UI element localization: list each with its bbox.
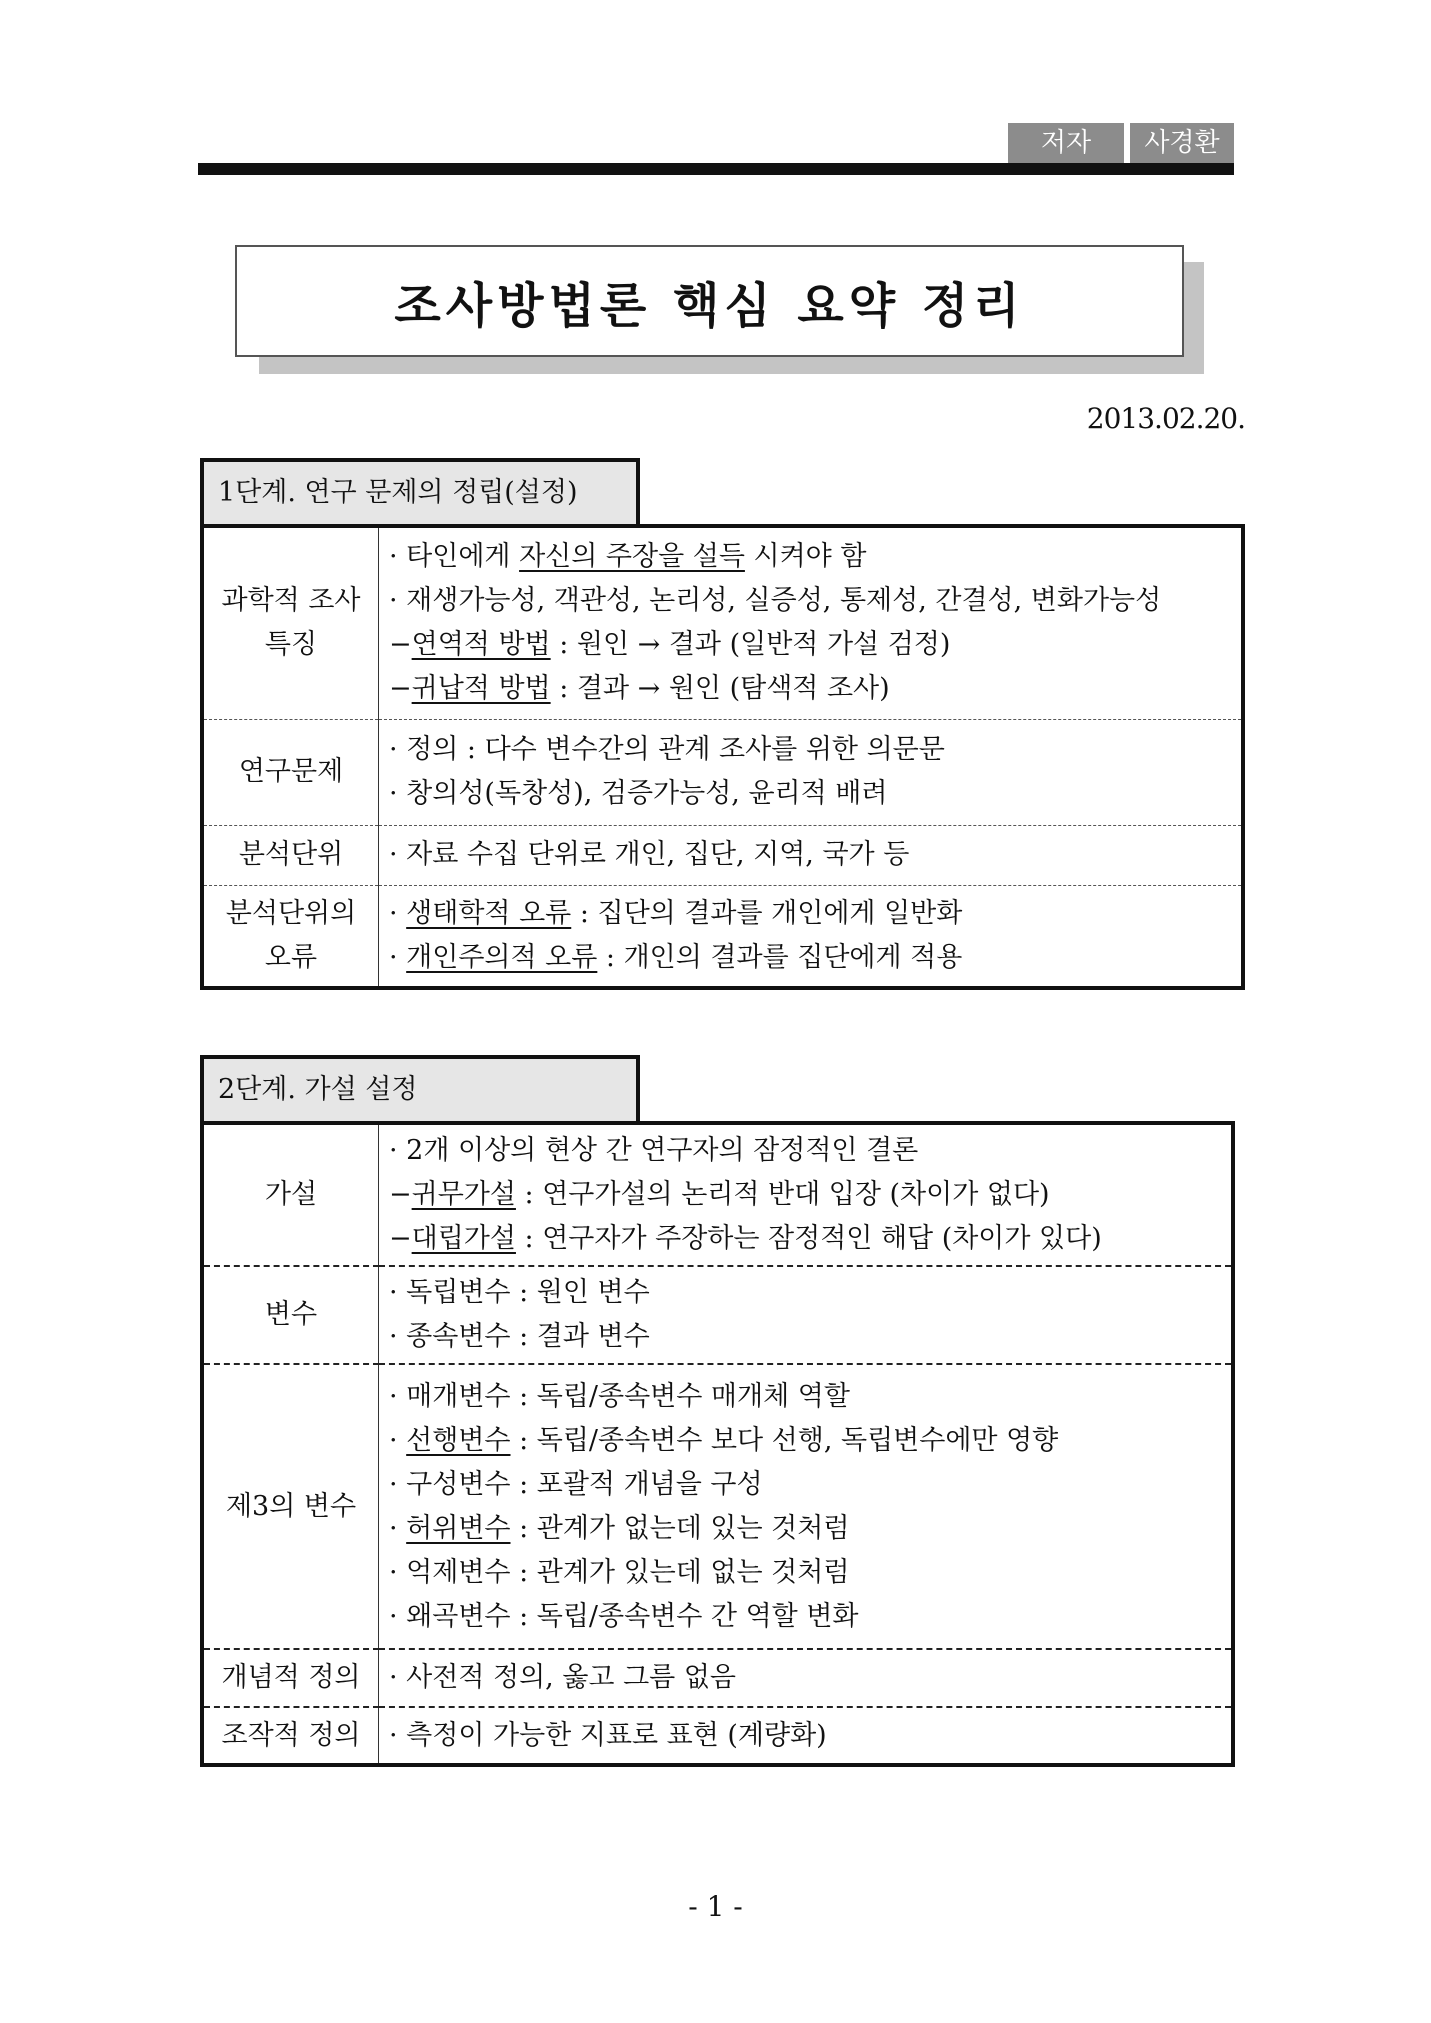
header-rule	[198, 163, 1234, 175]
content-line	[389, 936, 1241, 980]
underlined-text: 생태학적 오류	[406, 897, 572, 929]
document-date: 2013.02.20.	[1086, 402, 1245, 435]
table-row	[202, 526, 1243, 719]
content-line	[389, 772, 1241, 816]
table-row	[202, 1707, 1233, 1765]
row-content	[379, 1707, 1234, 1765]
text: · 자료 수집 단위로 개인, 집단, 지역, 국가 등	[389, 839, 910, 870]
text: : 개인의 결과를 집단에게 적용	[597, 941, 963, 973]
table-row	[202, 1364, 1233, 1649]
content-line	[389, 579, 1241, 623]
text: · 2개 이상의 현상 간 연구자의 잠정적인 결론	[389, 1135, 919, 1166]
text: −	[389, 673, 412, 705]
stage1-heading: 1단계. 연구 문제의 정립(설정)	[200, 458, 640, 524]
text: ·	[389, 897, 407, 929]
text: : 연구자가 주장하는 잠정적인 해답 (차이가 있다)	[515, 1223, 1102, 1254]
table-row	[202, 719, 1243, 825]
row-label: 연구문제	[202, 719, 379, 825]
text: · 종속변수 : 결과 변수	[389, 1321, 650, 1352]
label-line: 분석단위의	[225, 897, 357, 929]
row-content	[379, 526, 1244, 719]
row-label: 변수	[202, 1266, 379, 1364]
document-title: 조사방법론 핵심 요약 정리	[235, 245, 1184, 357]
text: ·	[389, 1512, 407, 1544]
row-label	[202, 885, 379, 988]
underlined-text: 대립가설	[411, 1223, 516, 1254]
row-content	[379, 1364, 1234, 1649]
text: · 재생가능성, 객관성, 논리성, 실증성, 통제성, 간결성, 변화가능성	[389, 585, 1162, 617]
row-content	[379, 1123, 1234, 1266]
content-line	[389, 667, 1241, 711]
text: : 관계가 없는데 있는 것처럼	[510, 1512, 850, 1544]
row-content	[379, 1649, 1234, 1707]
text: ·	[389, 1424, 407, 1456]
content-line	[389, 1595, 1231, 1639]
table-row	[202, 1266, 1233, 1364]
text: : 원인 → 결과 (일반적 가설 검정)	[550, 629, 951, 661]
label-line: 오류	[264, 941, 318, 973]
text: · 창의성(독창성), 검증가능성, 윤리적 배려	[389, 778, 888, 809]
row-label: 분석단위	[202, 825, 379, 885]
text: −	[389, 629, 412, 661]
text: · 구성변수 : 포괄적 개념을 구성	[389, 1468, 763, 1500]
underlined-text: 자신의 주장을 설득	[519, 541, 745, 573]
content-line	[389, 1714, 1231, 1758]
stage1-table	[200, 524, 1245, 990]
text: : 결과 → 원인 (탐색적 조사)	[550, 673, 890, 705]
page-number: - 1 -	[688, 1890, 743, 1923]
content-line	[389, 1463, 1231, 1507]
text: · 사전적 정의, 옳고 그름 없음	[389, 1662, 736, 1693]
content-line	[389, 1656, 1231, 1700]
content-line	[389, 1375, 1231, 1419]
content-line	[389, 1173, 1231, 1217]
content-line	[389, 1217, 1231, 1261]
text: : 연구가설의 논리적 반대 입장 (차이가 없다)	[515, 1179, 1050, 1210]
content-line	[389, 1315, 1231, 1359]
text: · 억제변수 : 관계가 있는데 없는 것처럼	[389, 1556, 850, 1588]
row-label: 조작적 정의	[202, 1707, 379, 1765]
table-row	[202, 825, 1243, 885]
text: · 타인에게	[389, 541, 520, 573]
text: · 측정이 가능한 지표로 표현 (계량화)	[389, 1719, 827, 1751]
row-label: 가설	[202, 1123, 379, 1266]
text: : 독립/종속변수 보다 선행, 독립변수에만 영향	[510, 1424, 1059, 1456]
label-line: 과학적 조사	[221, 585, 361, 617]
text: · 매개변수 : 독립/종속변수 매개체 역할	[389, 1380, 850, 1412]
content-line	[389, 728, 1241, 772]
content-line	[389, 892, 1241, 936]
content-line	[389, 833, 1241, 877]
text: ·	[389, 941, 407, 973]
row-label	[202, 526, 379, 719]
content-line	[389, 535, 1241, 579]
content-line	[389, 1129, 1231, 1173]
table-row	[202, 1123, 1233, 1266]
text: −	[389, 1179, 412, 1210]
stage2-table	[200, 1121, 1235, 1767]
author-name: 사경환	[1130, 123, 1234, 163]
row-label: 제3의 변수	[202, 1364, 379, 1649]
text: · 정의 : 다수 변수간의 관계 조사를 위한 의문문	[389, 734, 945, 765]
text: 시켜야 함	[744, 541, 867, 573]
content-line	[389, 1507, 1231, 1551]
label-line: 특징	[264, 629, 318, 661]
text: · 왜곡변수 : 독립/종속변수 간 역할 변화	[389, 1600, 859, 1632]
row-content	[379, 825, 1244, 885]
row-content	[379, 1266, 1234, 1364]
table-row	[202, 1649, 1233, 1707]
underlined-text: 선행변수	[406, 1424, 511, 1456]
author-label: 저자	[1008, 123, 1124, 163]
text: −	[389, 1223, 412, 1254]
underlined-text: 개인주의적 오류	[406, 941, 598, 973]
content-line	[389, 623, 1241, 667]
row-label: 개념적 정의	[202, 1649, 379, 1707]
underlined-text: 귀무가설	[411, 1179, 516, 1210]
content-line	[389, 1271, 1231, 1315]
underlined-text: 연역적 방법	[411, 629, 551, 661]
text: : 집단의 결과를 개인에게 일반화	[571, 897, 963, 929]
content-line	[389, 1551, 1231, 1595]
row-content	[379, 885, 1244, 988]
row-content	[379, 719, 1244, 825]
underlined-text: 귀납적 방법	[411, 673, 551, 705]
table-row	[202, 885, 1243, 988]
text: · 독립변수 : 원인 변수	[389, 1277, 650, 1308]
underlined-text: 허위변수	[406, 1512, 511, 1544]
stage2-heading: 2단계. 가설 설정	[200, 1055, 640, 1121]
content-line	[389, 1419, 1231, 1463]
